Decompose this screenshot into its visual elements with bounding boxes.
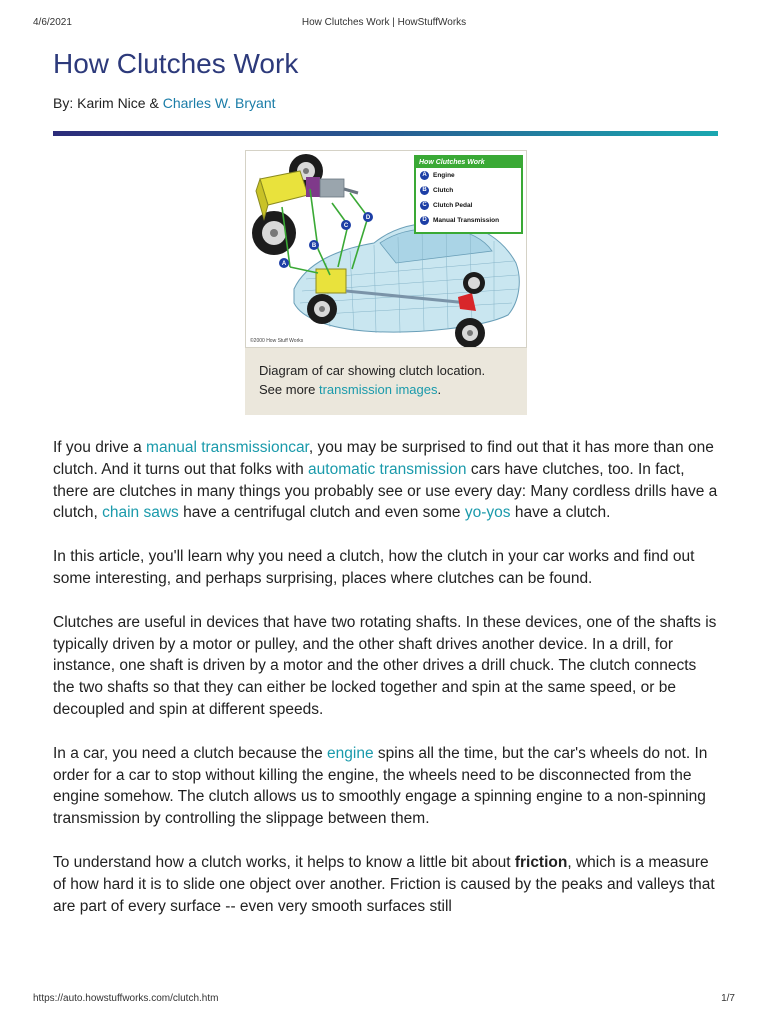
print-footer — [33, 993, 735, 1007]
legend-letter-icon: A — [420, 171, 429, 180]
paragraph-text: In a car, you need a clutch because the — [53, 744, 328, 762]
legend-label: Clutch Pedal — [433, 202, 473, 209]
manual-transmission-link[interactable]: manual transmissioncar — [146, 439, 309, 456]
legend-label: Clutch — [433, 187, 454, 194]
chain-saws-link[interactable]: chain saws — [102, 504, 179, 522]
print-header — [33, 17, 735, 31]
byline-prefix: By: Karim Nice & — [53, 95, 163, 111]
figure-caption — [245, 348, 527, 415]
svg-text:D: D — [365, 215, 371, 221]
paragraph-4 — [53, 743, 718, 830]
paragraph-text: have a centrifugal clutch and even some — [178, 504, 465, 522]
clutch-diagram-image[interactable] — [245, 150, 527, 348]
svg-text:A: A — [281, 261, 287, 267]
page-number: 1/7 — [721, 993, 735, 1004]
legend-letter-icon: D — [420, 216, 429, 225]
svg-text:C: C — [343, 223, 349, 229]
author-link[interactable]: Charles W. Bryant — [162, 95, 276, 111]
legend-letter-icon: B — [420, 186, 429, 195]
legend-item-engine — [416, 168, 521, 183]
paragraph-text: To understand how a clutch works, it helps to know a little bit about — [53, 853, 515, 871]
svg-text:B: B — [311, 243, 317, 249]
paragraph-1 — [53, 437, 718, 524]
legend-letter-icon: C — [420, 201, 429, 210]
friction-term: friction — [514, 853, 568, 871]
legend-label: Engine — [433, 172, 455, 179]
caption-suffix: . — [437, 382, 442, 397]
paragraph-text: have a clutch. — [510, 504, 611, 522]
legend-item-clutch-pedal — [416, 198, 521, 213]
print-date: 4/6/2021 — [33, 17, 72, 28]
paragraph-2: In this article, you'll learn why you need a clutch, how the clutch in your car works and find out some interesting, and perhaps surprising, places where clutches can be found. — [53, 548, 695, 587]
figure — [245, 150, 527, 415]
article — [53, 44, 718, 939]
paragraph-text: cars have clutches, too. In fact, there are clutches in many things you probably see or use every day: Many cordless drills have a clutch, — [53, 460, 718, 522]
legend-label: Manual Transmission — [433, 217, 500, 224]
image-copyright: ©2000 How Stuff Works — [250, 338, 304, 344]
article-title: How Clutches Work — [53, 48, 299, 79]
legend-item-manual-transmission — [416, 213, 521, 228]
paragraph-text: If you drive a — [53, 439, 147, 456]
transmission-images-link[interactable]: transmission images — [318, 382, 438, 397]
legend-item-clutch — [416, 183, 521, 198]
caption-line-2 — [259, 380, 513, 399]
automatic-transmission-link[interactable]: automatic transmission — [308, 460, 467, 478]
article-body — [53, 437, 718, 917]
caption-prefix: See more — [259, 382, 319, 397]
yo-yos-link[interactable]: yo-yos — [464, 504, 511, 522]
caption-line-1: Diagram of car showing clutch location. — [259, 363, 486, 378]
paragraph-5 — [53, 852, 718, 917]
engine-link[interactable]: engine — [327, 744, 374, 762]
paragraph-3: Clutches are useful in devices that have two rotating shafts. In these devices, one of the shafts is typically driven by a motor or pulley, and the other shaft drives another device. In a drill, for instance, one shaft is driven by a motor and the other drives a drill chuck. The clutch connects the two shafts so that they can either be locked together and spin at the same speed, or be decoupled and spin at different speeds. — [53, 613, 717, 718]
title-divider — [53, 131, 718, 136]
print-page-title: How Clutches Work | HowStuffWorks — [301, 17, 467, 28]
paragraph-text: , you may be surprised to find out that it has more than one clutch. And it turns out that folks with — [53, 439, 714, 478]
diagram-legend — [414, 155, 523, 234]
legend-title: How Clutches Work — [416, 157, 521, 168]
paragraph-text: , which is a measure of how hard it is to slide one object over another. Friction is caused by the peaks and valleys that are part of every surface -- even very smooth surfaces still — [53, 853, 715, 915]
print-url: https://auto.howstuffworks.com/clutch.htm — [33, 993, 219, 1004]
paragraph-text: spins all the time, but the car's wheels do not. In order for a car to stop without killing the engine, the wheels need to be disconnected from the engine somehow. The clutch allows us to smoothly engage a spinning engine to a non-spinning transmission by controlling the slippage between them. — [53, 744, 708, 828]
byline — [53, 94, 718, 112]
